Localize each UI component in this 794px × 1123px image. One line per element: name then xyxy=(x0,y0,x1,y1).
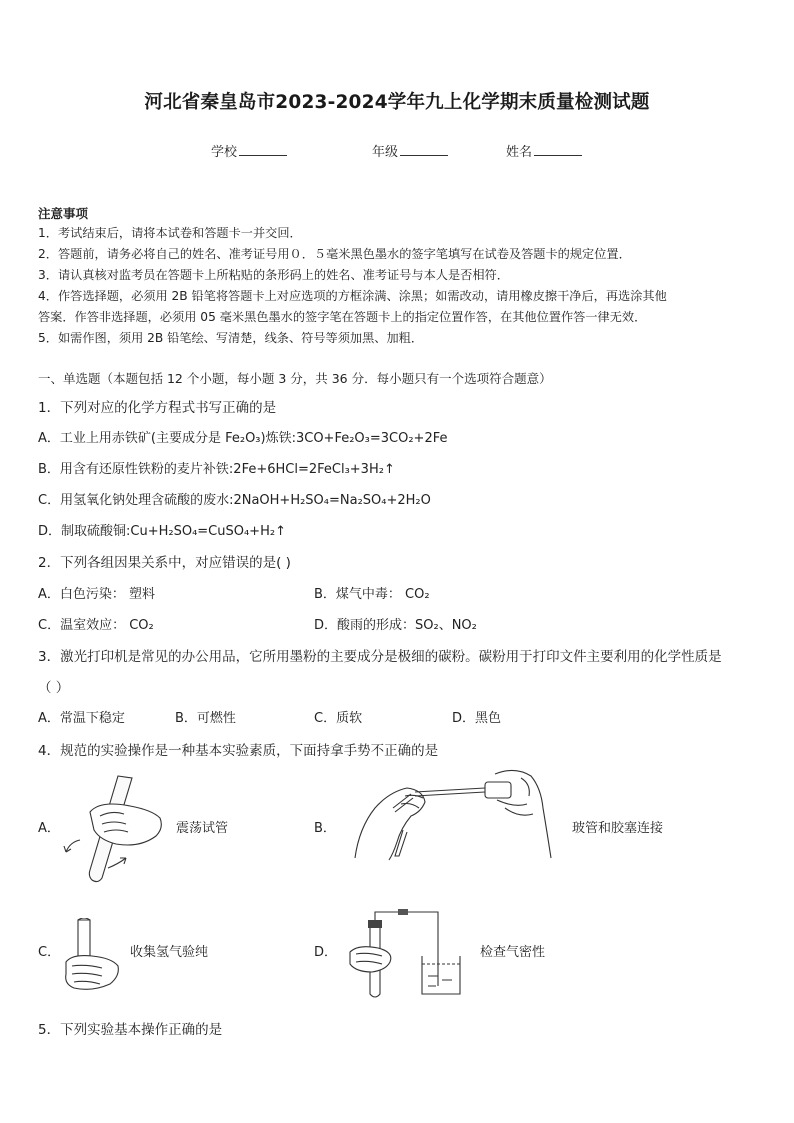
name-field[interactable] xyxy=(506,141,582,160)
q3-option-a[interactable]: A．常温下稳定 xyxy=(38,711,125,726)
q3-stem: 3．激光打印机是常见的办公用品，它所用墨粉的主要成分是极细的碳粉。碳粉用于打印文件主要利用的化学性质是 xyxy=(38,649,722,665)
q1-option-c[interactable]: C．用氢氧化钠处理含硫酸的废水:2NaOH+H₂SO₄=Na₂SO₄+2H₂O xyxy=(38,493,431,508)
q4-option-b-letter[interactable]: B． xyxy=(314,821,336,836)
q3-option-b[interactable]: B．可燃性 xyxy=(175,711,236,726)
notice-item-4-cont: 答案．作答非选择题，必须用 05 毫米黑色墨水的签字笔在答题卡上的指定位置作答，在其他位置作答一律无效． xyxy=(38,310,647,324)
q3-option-d[interactable]: D．黑色 xyxy=(452,711,502,726)
q4-option-d-caption: 检查气密性 xyxy=(480,945,546,960)
school-label: 学校 xyxy=(211,145,238,160)
q2-stem: 2．下列各组因果关系中，对应错误的是( ) xyxy=(38,555,291,571)
notice-item-5: 5．如需作图，须用 2B 铅笔绘、写清楚，线条、符号等须加黑、加粗． xyxy=(38,331,424,345)
grade-blank[interactable] xyxy=(400,143,448,156)
q2-option-d[interactable]: D．酸雨的形成：SO₂、NO₂ xyxy=(314,618,477,633)
q4-option-a-caption: 震荡试管 xyxy=(176,821,229,836)
hydrogen-purity-test-illustration xyxy=(62,918,124,993)
q4-stem: 4．规范的实验操作是一种基本实验素质，下面持拿手势不正确的是 xyxy=(38,743,439,759)
school-field[interactable] xyxy=(211,141,287,160)
q4-option-b-caption: 玻管和胶塞连接 xyxy=(572,821,664,836)
q4-option-c-caption: 收集氢气验纯 xyxy=(130,945,209,960)
q1-option-a[interactable]: A．工业上用赤铁矿(主要成分是 Fe₂O₃)炼铁:3CO+Fe₂O₃=3CO₂+2Fe xyxy=(38,431,448,446)
grade-label: 年级 xyxy=(372,145,399,160)
notice-item-3: 3．请认真核对监考员在答题卡上所粘贴的条形码上的姓名、准考证号与本人是否相符． xyxy=(38,268,509,282)
notice-item-4: 4．作答选择题，必须用 2B 铅笔将答题卡上对应选项的方框涂满、涂黑；如需改动，请用橡皮擦干净后，再选涂其他 xyxy=(38,289,667,303)
page-title: 河北省秦皇岛市2023-2024学年九上化学期末质量检测试题 xyxy=(144,92,650,113)
grade-field[interactable] xyxy=(372,141,448,160)
section-heading: 一、单选题（本题包括 12 个小题，每小题 3 分，共 36 分．每小题只有一个选项符合题意） xyxy=(38,371,552,386)
q2-option-b[interactable]: B．煤气中毒： CO₂ xyxy=(314,587,430,602)
q3-option-c[interactable]: C．质软 xyxy=(314,711,363,726)
q4-option-d-letter[interactable]: D． xyxy=(314,945,338,960)
notice-item-1: 1．考试结束后，请将本试卷和答题卡一并交回． xyxy=(38,226,302,240)
school-blank[interactable] xyxy=(239,143,287,156)
tube-stopper-connection-illustration xyxy=(345,768,560,863)
q4-option-a-letter[interactable]: A． xyxy=(38,821,60,836)
q3-answer-paren: （ ） xyxy=(38,680,70,696)
q2-option-c[interactable]: C．温室效应： CO₂ xyxy=(38,618,154,633)
q1-stem: 1．下列对应的化学方程式书写正确的是 xyxy=(38,400,277,416)
q1-option-d[interactable]: D．制取硫酸铜:Cu+H₂SO₄=CuSO₄+H₂↑ xyxy=(38,524,286,539)
notice-heading: 注意事项 xyxy=(38,206,89,221)
q5-stem: 5．下列实验基本操作正确的是 xyxy=(38,1022,223,1038)
name-label: 姓名 xyxy=(506,145,533,160)
q2-option-a[interactable]: A．白色污染： 塑料 xyxy=(38,587,156,602)
shake-test-tube-illustration xyxy=(60,770,170,885)
q4-option-c-letter[interactable]: C． xyxy=(38,945,61,960)
notice-item-2: 2．答题前，请务必将自己的姓名、准考证号用０．５毫米黑色墨水的签字笔填写在试卷及答题卡的规定位置． xyxy=(38,247,631,261)
airtightness-check-illustration xyxy=(338,906,473,1001)
q1-option-b[interactable]: B．用含有还原性铁粉的麦片补铁:2Fe+6HCl=2FeCl₃+3H₂↑ xyxy=(38,462,395,477)
name-blank[interactable] xyxy=(534,143,582,156)
